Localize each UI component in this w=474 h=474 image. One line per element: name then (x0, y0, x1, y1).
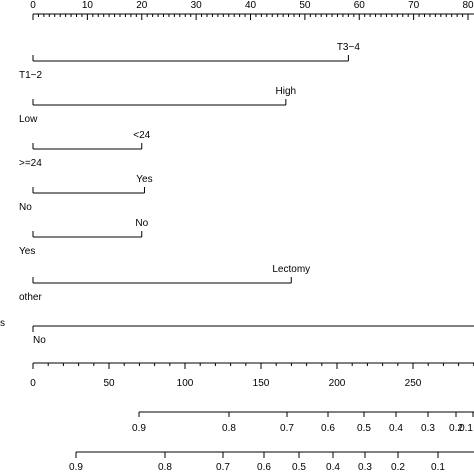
level-label: other (19, 292, 42, 303)
level-label: No (33, 335, 46, 346)
probability-axis-2-tick-label: 0.8 (158, 462, 172, 473)
points-tick-label: 80 (462, 0, 474, 11)
total-points-tick-label: 100 (176, 378, 194, 389)
probability-axis-1-tick-label: 0.3 (421, 423, 435, 434)
points-tick-label: 50 (299, 0, 311, 11)
level-label: <24 (133, 130, 151, 141)
level-label: T1−2 (19, 70, 43, 81)
level-label: No (135, 218, 149, 229)
points-tick-label: 30 (190, 0, 202, 11)
level-label: Low (19, 114, 38, 125)
probability-axis-2-tick-label: 0.9 (69, 462, 83, 473)
probability-axis-1-tick-label: 0.5 (357, 423, 371, 434)
probability-axis-1-tick-label: 0.6 (321, 423, 335, 434)
probability-axis-2-tick-label: 0.5 (292, 462, 306, 473)
points-tick-label: 40 (244, 0, 257, 11)
points-tick-label: 10 (81, 0, 93, 11)
level-label: High (275, 86, 297, 97)
level-label: No (19, 202, 32, 213)
points-tick-label: 20 (136, 0, 148, 11)
total-points-tick-label: 150 (252, 378, 270, 389)
probability-axis-1-tick-label: 0.8 (222, 423, 236, 434)
probability-axis-2-tick-label: 0.7 (216, 462, 230, 473)
variable-partial-label: s (0, 318, 5, 329)
total-points-tick-label: 250 (404, 378, 422, 389)
level-label: T3−4 (336, 42, 360, 53)
probability-axis-1-tick-label: 0.1 (459, 423, 473, 434)
points-tick-label: 60 (353, 0, 365, 11)
probability-axis-2-tick-label: 0.6 (257, 462, 271, 473)
probability-axis-1-tick-label: 0.4 (389, 423, 403, 434)
level-label: Yes (136, 174, 153, 185)
level-label: Yes (19, 246, 36, 257)
probability-axis-2-tick-label: 0.2 (391, 462, 405, 473)
level-label: Lectomy (272, 264, 311, 275)
probability-axis-1-tick-label: 0.9 (132, 423, 146, 434)
level-label: >=24 (19, 158, 42, 169)
probability-axis-1-tick-label: 0.2 (449, 423, 463, 434)
total-points-tick-label: 50 (103, 378, 115, 389)
probability-axis-2-tick-label: 0.3 (358, 462, 372, 473)
points-tick-label: 70 (408, 0, 420, 11)
probability-axis-2-tick-label: 0.1 (431, 462, 445, 473)
total-points-tick-label: 200 (328, 378, 346, 389)
probability-axis-2-tick-label: 0.4 (326, 462, 340, 473)
points-tick-label: 0 (30, 0, 36, 11)
probability-axis-1-tick-label: 0.7 (280, 423, 294, 434)
total-points-tick-label: 0 (30, 378, 36, 389)
